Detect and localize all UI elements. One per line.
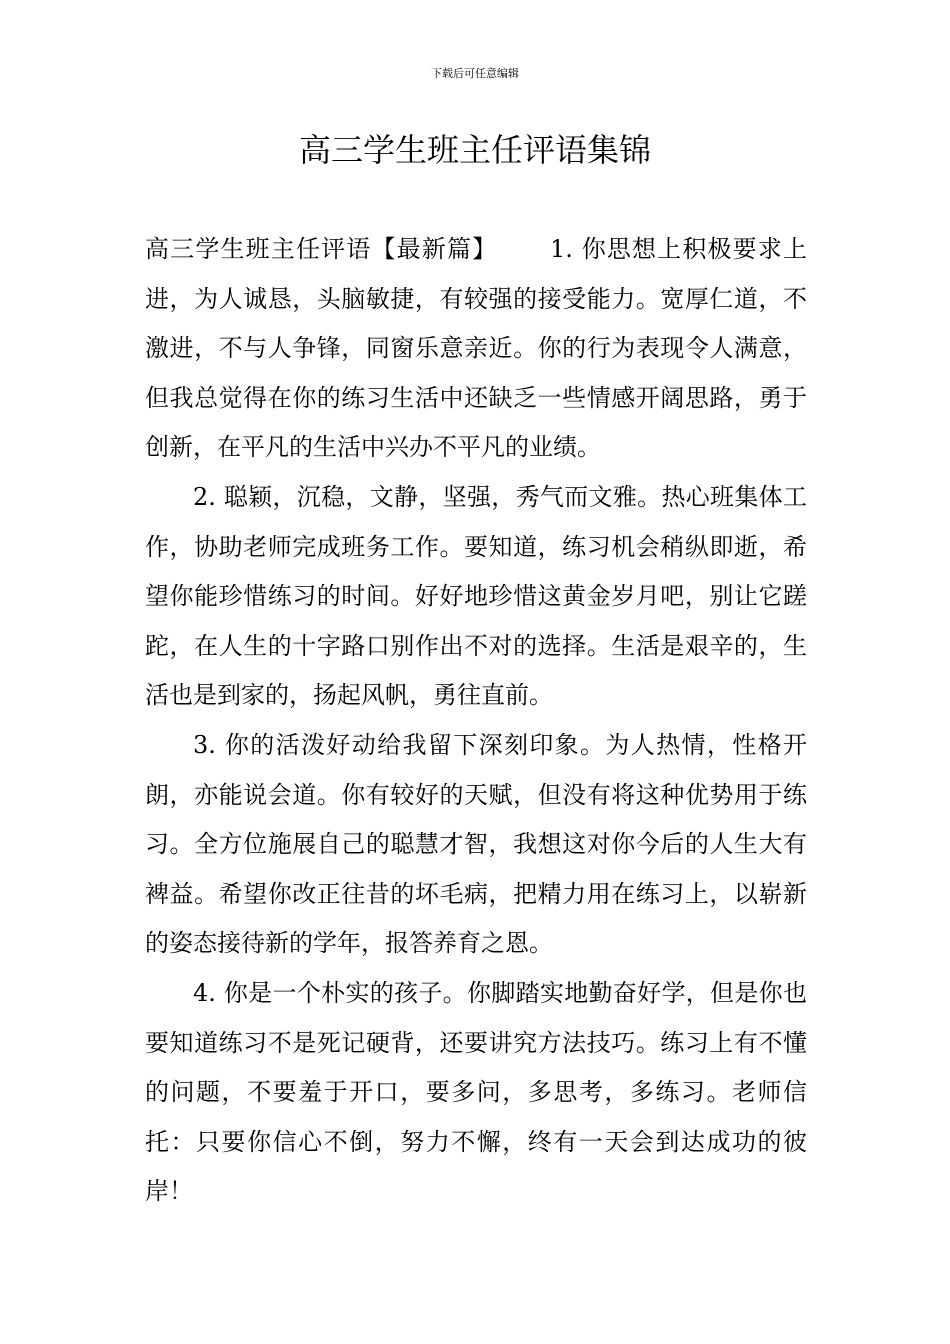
document-body xyxy=(145,225,807,1217)
paragraph-1: 高三学生班主任评语【最新篇】 1. 你思想上积极要求上进，为人诚恳，头脑敏捷，有较强的接受能力。宽厚仁道，不激进，不与人争锋，同窗乐意亲近。你的行为表现令人满意，但我总觉得在你的练习生活中还缺乏一些情感开阔思路，勇于创新，在平凡的生活中兴办不平凡的业绩。 xyxy=(145,235,807,462)
header-note: 下载后可任意编辑 xyxy=(431,67,519,80)
paragraph-3: 3. 你的活泼好动给我留下深刻印象。为人热情，性格开朗，亦能说会道。你有较好的天赋，但没有将这种优势用于练习。全方位施展自己的聪慧才智，我想这对你今后的人生大有裨益。希望你改正往昔的坏毛病，把精力用在练习上，以崭新的姿态接待新的学年，报答养育之恩。 xyxy=(145,730,807,958)
paragraph-2: 2. 聪颖，沉稳，文静，坚强，秀气而文雅。热心班集体工作，协助老师完成班务工作。要知道，练习机会稍纵即逝，希望你能珍惜练习的时间。好好地珍惜这黄金岁月吧，别让它蹉跎，在人生的十字路口别作出不对的选择。生活是艰辛的，生活也是到家的，扬起风帆，勇往直前。 xyxy=(145,482,807,710)
paragraph-4: 4. 你是一个朴实的孩子。你脚踏实地勤奋好学，但是你也要知道练习不是死记硬背，还要讲究方法技巧。练习上有不懂的问题，不要羞于开口，要多问，多思考，多练习。老师信托：只要你信心不倒，努力不懈，终有一天会到达成功的彼岸！ xyxy=(145,978,807,1206)
document-title: 高三学生班主任评语集锦 xyxy=(298,131,651,169)
